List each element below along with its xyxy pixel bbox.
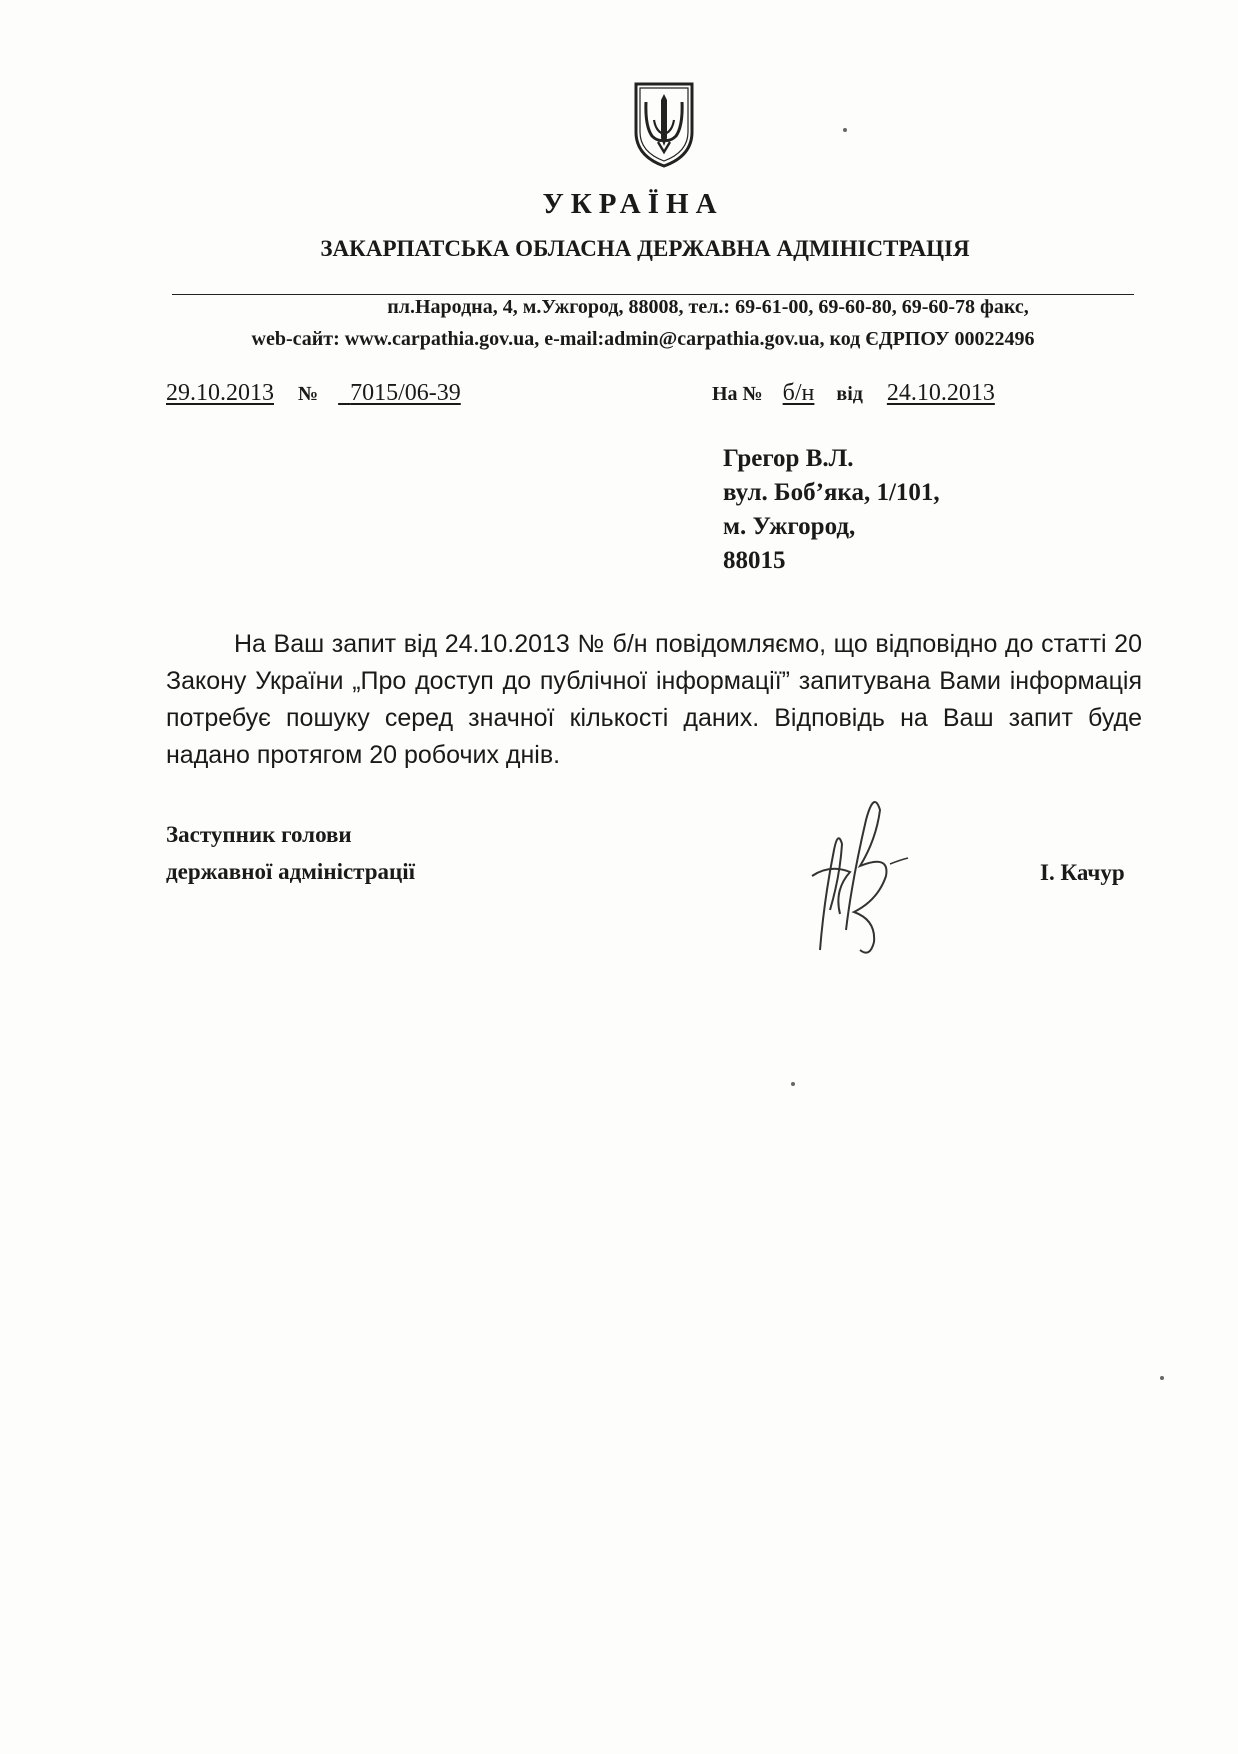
in-reply-label: На № xyxy=(712,383,763,405)
recipient-block xyxy=(723,442,940,578)
in-reply-date: 24.10.2013 xyxy=(886,380,995,406)
letter-body: На Ваш запит від 24.10.2013 № б/н повідомляємо, що відповідно до статті 20 Закону України „Про доступ до публічної інформації” запитувана Вами інформація потребує пошуку серед значної кількості даних. Відповідь на Ваш запит буде надано протягом 20 робочих днів. xyxy=(166,630,1142,769)
address-line-1: пл.Народна, 4, м.Ужгород, 88008, тел.: 69-61-00, 69-60-80, 69-60-78 факс, xyxy=(387,296,1029,318)
signer-name: І. Качур xyxy=(1040,860,1125,885)
trident-coat-of-arms-icon xyxy=(632,80,696,170)
paper-speck xyxy=(791,1082,795,1086)
signer-title-line-1: Заступник голови xyxy=(166,822,352,847)
signer-title-line-2: державної адміністрації xyxy=(166,859,416,884)
outgoing-number xyxy=(338,380,461,406)
address-line-2: web-сайт: www.carpathia.gov.ua, e-mail:admin@carpathia.gov.ua, код ЄДРПОУ 00022496 xyxy=(251,328,1035,350)
in-reply-reference xyxy=(712,380,995,407)
from-label: від xyxy=(836,383,863,405)
country-heading: УКРАЇНА xyxy=(542,188,724,220)
number-sign: № xyxy=(298,383,319,405)
recipient-street: вул. Боб’яка, 1/101, xyxy=(723,479,940,506)
recipient-city: м. Ужгород, xyxy=(723,513,856,540)
handwritten-signature xyxy=(790,780,940,960)
recipient-postcode: 88015 xyxy=(723,547,786,574)
header-divider xyxy=(172,294,1134,295)
paper-speck xyxy=(843,128,847,132)
in-reply-number: б/н xyxy=(782,380,815,406)
paper-speck xyxy=(1160,1376,1164,1380)
recipient-name: Грегор В.Л. xyxy=(723,445,854,472)
signer-title xyxy=(166,816,415,890)
outgoing-date: 29.10.2013 xyxy=(166,380,274,406)
outgoing-reference xyxy=(166,380,461,407)
outgoing-number-value: 7015/06-39 xyxy=(350,380,461,406)
administration-heading: ЗАКАРПАТСЬКА ОБЛАСНА ДЕРЖАВНА АДМІНІСТРАЦІЯ xyxy=(320,236,970,261)
